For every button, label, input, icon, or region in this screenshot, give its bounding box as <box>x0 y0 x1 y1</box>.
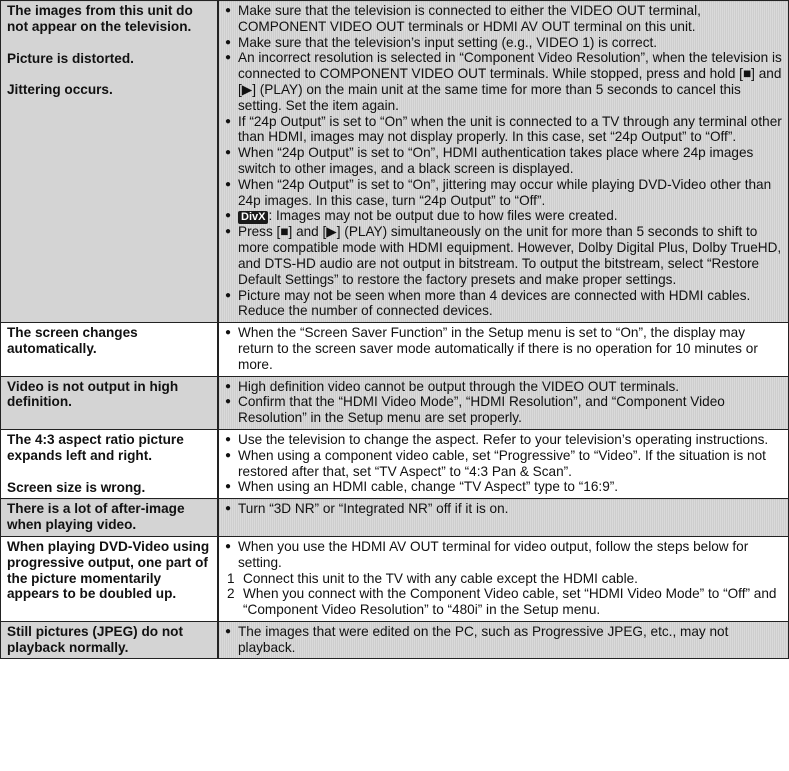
list-item <box>225 624 782 656</box>
solution-text: When the “Screen Saver Function” in the Setup menu is set to “On”, the display may return to the screen saver mode automatically if there is no operation for 10 minutes or more. <box>238 325 758 372</box>
symptom-text: Still pictures (JPEG) do not playback normally. <box>7 623 183 655</box>
solution-cell <box>218 621 789 659</box>
solution-text: High definition video cannot be output through the VIDEO OUT terminals. <box>238 378 680 394</box>
list-item <box>225 448 782 480</box>
solution-text: When using an HDMI cable, change “TV Aspect” type to “16:9”. <box>238 479 619 495</box>
symptom-text: Video is not output in high definition. <box>7 378 179 410</box>
solution-text: The images that were edited on the PC, such as Progressive JPEG, etc., may not playback. <box>238 623 729 655</box>
solution-list <box>225 432 782 495</box>
step-list <box>225 571 782 618</box>
symptom-cell <box>1 621 219 659</box>
symptom-text: The screen changes automatically. <box>7 325 138 356</box>
solution-list <box>225 325 782 372</box>
list-item <box>225 145 782 177</box>
symptom-cell <box>1 376 219 429</box>
solution-cell <box>218 536 789 621</box>
solution-text: Use the television to change the aspect. Refer to your television’s operating instructions. <box>238 431 769 447</box>
symptom-text: Screen size is wrong. <box>7 479 146 495</box>
table-row <box>1 1 789 323</box>
step-number: 2 <box>227 586 235 602</box>
list-item <box>225 208 782 224</box>
step-item <box>225 586 782 618</box>
symptom-cell <box>1 499 219 537</box>
table-row <box>1 429 789 498</box>
solution-cell <box>218 499 789 537</box>
troubleshooting-table-body <box>1 1 789 659</box>
solution-text: When “24p Output” is set to “On”, HDMI authentication takes place where 24p images switch to other images, and a black screen is displayed. <box>238 145 754 176</box>
solution-text: Make sure that the television’s input setting (e.g., VIDEO 1) is correct. <box>238 34 658 50</box>
solution-text: Turn “3D NR” or “Integrated NR” off if it is on. <box>238 501 509 517</box>
list-item <box>225 479 782 495</box>
symptom-text: The images from this unit do not appear on the television. <box>7 3 193 34</box>
list-item <box>225 325 782 372</box>
list-item <box>225 50 782 113</box>
solution-cell <box>218 323 789 376</box>
solution-text: : Images may not be output due to how files were created. <box>268 208 618 224</box>
list-item <box>225 379 782 395</box>
symptom-cell <box>1 429 219 498</box>
solution-list <box>225 624 782 656</box>
divx-badge: DivX <box>238 211 268 224</box>
symptom-cell <box>1 323 219 376</box>
list-item <box>225 394 782 426</box>
symptom-text: Jittering occurs. <box>7 82 113 98</box>
solution-cell <box>218 429 789 498</box>
table-row <box>1 376 789 429</box>
table-row <box>1 323 789 376</box>
symptom-text: When playing DVD-Video using progressive output, one part of the picture momentarily appears to be doubled up. <box>7 538 210 602</box>
step-item <box>225 571 782 587</box>
symptom-text: There is a lot of after-image when playing video. <box>7 501 185 533</box>
list-item <box>225 35 782 51</box>
solution-cell <box>218 1 789 323</box>
list-item <box>225 114 782 146</box>
symptom-text: The 4:3 aspect ratio picture expands left and right. <box>7 431 184 463</box>
step-number: 1 <box>227 570 235 586</box>
list-item <box>225 501 782 517</box>
list-item <box>225 177 782 209</box>
step-text: When you connect with the Component Video cable, set “HDMI Video Mode” to “Off” and “Component Video Resolution” to “480i” in the Setup menu. <box>243 586 777 618</box>
solution-text: Picture may not be seen when more than 4 devices are connected with HDMI cables. Reduce the number of connected devices. <box>238 287 751 319</box>
list-item <box>225 539 782 571</box>
table-row <box>1 621 789 659</box>
list-item <box>225 224 782 287</box>
solution-cell <box>218 376 789 429</box>
table-row <box>1 536 789 621</box>
solution-text: Press [■] and [▶] (PLAY) simultaneously on the unit for more than 5 seconds to shift to more compatible mode with HDMI equipment. However, Dolby Digital Plus, Dolby TrueHD, and DTS-HD audio are not output in bitstream. To output the bitstream, select “Restore Default Settings” to restore the factory presets and make proper settings. <box>238 224 782 287</box>
step-text: Connect this unit to the TV with any cable except the HDMI cable. <box>243 570 638 586</box>
list-item <box>225 432 782 448</box>
list-item <box>225 288 782 320</box>
solution-text: When “24p Output” is set to “On”, jittering may occur while playing DVD-Video other than 24p images. In this case, turn “24p Output” to “Off”. <box>238 176 772 208</box>
symptom-text: Picture is distorted. <box>7 50 134 66</box>
list-item <box>225 3 782 35</box>
symptom-cell <box>1 536 219 621</box>
solution-text: An incorrect resolution is selected in “Component Video Resolution”, when the television is connected to COMPONENT VIDEO OUT terminals. While stopped, press and hold [■] and [▶] (PLAY) on the main unit at the same time for more than 5 seconds to cancel this setting. Set the item again. <box>238 50 782 113</box>
solution-list <box>225 501 782 517</box>
solution-text: When you use the HDMI AV OUT terminal for video output, follow the steps below for setting. <box>238 538 749 570</box>
solution-text: When using a component video cable, set “Progressive” to “Video”. If the situation is not restored after that, set “TV Aspect” to “4:3 Pan & Scan”. <box>238 447 766 479</box>
symptom-cell <box>1 1 219 323</box>
solution-text: Confirm that the “HDMI Video Mode”, “HDMI Resolution”, and “Component Video Resolution” in the Setup menu are set properly. <box>238 394 725 426</box>
solution-list <box>225 539 782 571</box>
solution-text: Make sure that the television is connected to either the VIDEO OUT terminal, COMPONENT VIDEO OUT terminals or HDMI AV OUT terminal on this unit. <box>238 3 701 34</box>
solution-text: If “24p Output” is set to “On” when the unit is connected to a TV through any terminal other than HDMI, images may not display properly. In this case, set “24p Output” to “Off”. <box>238 113 782 145</box>
solution-list <box>225 379 782 426</box>
solution-list <box>225 3 782 319</box>
table-row <box>1 499 789 537</box>
